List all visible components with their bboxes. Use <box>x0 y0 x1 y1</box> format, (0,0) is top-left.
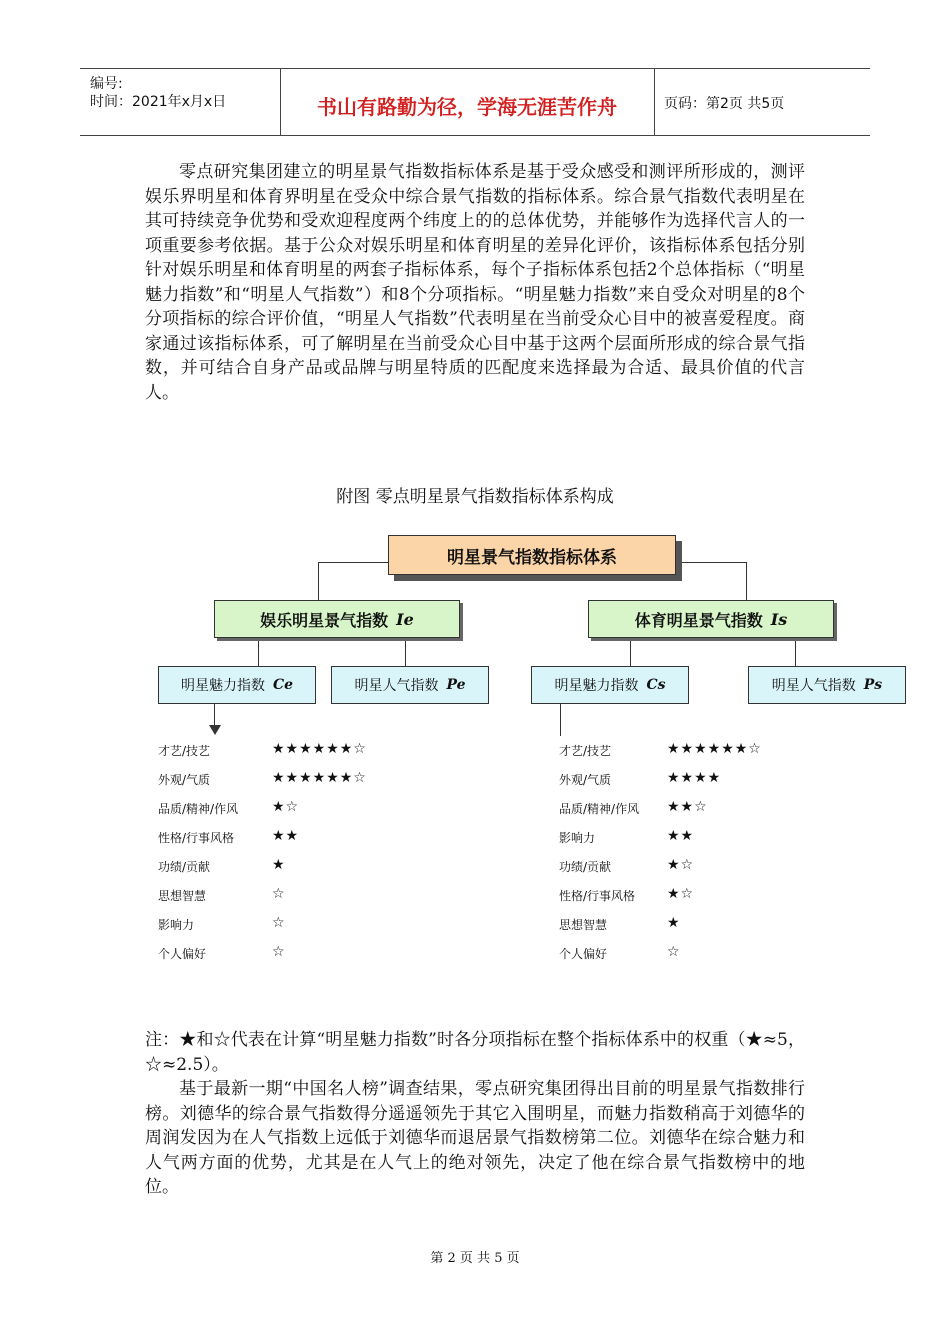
sports-popularity-symbol: Ps <box>863 677 883 693</box>
indicator-label: 个人偏好 <box>559 947 608 961</box>
entertainment-charm-label: 明星魅力指数 <box>180 678 265 694</box>
indicator-label: 才艺/技艺 <box>158 744 211 758</box>
indicator-label: 功绩/贡献 <box>559 860 612 874</box>
star-rating: ★★☆ <box>667 799 708 815</box>
root-label: 明星景气指数指标体系 <box>447 547 617 568</box>
indicator-label: 外观/气质 <box>158 773 211 787</box>
entertainment-charm-box <box>158 666 316 704</box>
indicator-label: 外观/气质 <box>559 773 612 787</box>
sports-popularity-label: 明星人气指数 <box>771 678 856 694</box>
star-rating: ★☆ <box>667 857 695 873</box>
entertainment-popularity-box <box>331 666 489 704</box>
entertainment-charm-symbol: Ce <box>272 677 294 693</box>
document-date-label: 时间：2021年x月x日 <box>90 94 227 110</box>
star-rating: ★★★★ <box>667 770 722 786</box>
star-rating: ★★★★★★☆ <box>272 770 367 786</box>
header-motto: 书山有路勤为径，学海无涯苦作舟 <box>317 95 617 119</box>
indicator-label: 个人偏好 <box>158 947 207 961</box>
weight-note-paragraph: 注：★和☆代表在计算“明星魅力指数”时各分项指标在整个指标体系中的权重（★≈5，☆≈2.5）。 <box>145 1030 805 1075</box>
entertainment-index-label: 娱乐明星景气指数 <box>260 610 389 630</box>
indicator-label: 影响力 <box>559 831 596 845</box>
star-rating: ★★★★★★☆ <box>667 741 762 757</box>
star-rating: ★ <box>272 857 286 873</box>
document-number-label: 编号: <box>90 76 123 92</box>
header-divider <box>654 69 655 135</box>
figure-caption: 附图 零点明星景气指数指标体系构成 <box>336 487 614 507</box>
indicator-label: 影响力 <box>158 918 195 932</box>
star-rating: ★★ <box>272 828 300 844</box>
star-rating: ☆ <box>667 944 681 960</box>
index-system-root-box <box>388 535 676 575</box>
indicator-label: 思想智慧 <box>158 889 207 903</box>
entertainment-popularity-label: 明星人气指数 <box>354 678 439 694</box>
ranking-paragraph: 基于最新一期“中国名人榜”调查结果，零点研究集团得出目前的明星景气指数排行榜。刘德华的综合景气指数得分遥遥领先于其它入围明星，而魅力指数稍高于刘德华的周润发因为在人气指数上远低于刘德华而退居景气指数榜第二位。刘德华在综合魅力和人气两方面的优势，尤其是在人气上的绝对领先，决定了他在综合景气指数榜中的地位。 <box>145 1079 805 1197</box>
star-rating: ★★ <box>667 828 695 844</box>
page-header <box>80 68 870 136</box>
indicator-label: 品质/精神/作风 <box>158 802 239 816</box>
sports-charm-box <box>531 666 689 704</box>
sports-charm-label: 明星魅力指数 <box>554 678 639 694</box>
sports-index-box <box>588 600 834 638</box>
star-rating: ☆ <box>272 886 286 902</box>
star-rating: ★★★★★★☆ <box>272 741 367 757</box>
star-rating: ★☆ <box>667 886 695 902</box>
indicator-label: 性格/行事风格 <box>559 889 636 903</box>
star-rating: ☆ <box>272 915 286 931</box>
star-rating: ★ <box>667 915 681 931</box>
sports-charm-symbol: Cs <box>646 677 666 693</box>
intro-paragraph: 零点研究集团建立的明星景气指数指标体系是基于受众感受和测评所形成的，测评娱乐界明星和体育界明星在受众中综合景气指数的指标体系。综合景气指数代表明星在其可持续竞争优势和受欢迎程度两个纬度上的的总体优势，并能够作为选择代言人的一项重要参考依据。基于公众对娱乐明星和体育明星的差异化评价，该指标体系包括分别针对娱乐明星和体育明星的两套子指标体系，每个子指标体系包括2个总体指标（“明星魅力指数”和“明星人气指数”）和8个分项指标。“明星魅力指数”来自受众对明星的8个分项指标的综合评价值，“明星人气指数”代表明星在当前受众心目中的被喜爱程度。商家通过该指标体系，可了解明星在当前受众心目中基于这两个层面所形成的综合景气指数，并可结合自身产品或品牌与明星特质的匹配度来选择最为合适、最具价值的代言人。 <box>145 162 805 403</box>
sports-index-symbol: Is <box>770 609 788 629</box>
indicator-label: 性格/行事风格 <box>158 831 235 845</box>
entertainment-index-box <box>214 600 460 638</box>
entertainment-index-symbol: Ie <box>396 609 414 629</box>
indicator-label: 品质/精神/作风 <box>559 802 640 816</box>
entertainment-popularity-symbol: Pe <box>446 677 466 693</box>
star-rating: ★☆ <box>272 799 300 815</box>
sports-popularity-box <box>748 666 906 704</box>
indicator-label: 思想智慧 <box>559 918 608 932</box>
star-rating: ☆ <box>272 944 286 960</box>
indicator-label: 功绩/贡献 <box>158 860 211 874</box>
indicator-label: 才艺/技艺 <box>559 744 612 758</box>
sports-index-label: 体育明星景气指数 <box>634 610 763 630</box>
header-page-number: 页码：第2页 共5页 <box>664 96 785 112</box>
page-footer: 第 2 页 共 5 页 <box>430 1251 520 1266</box>
